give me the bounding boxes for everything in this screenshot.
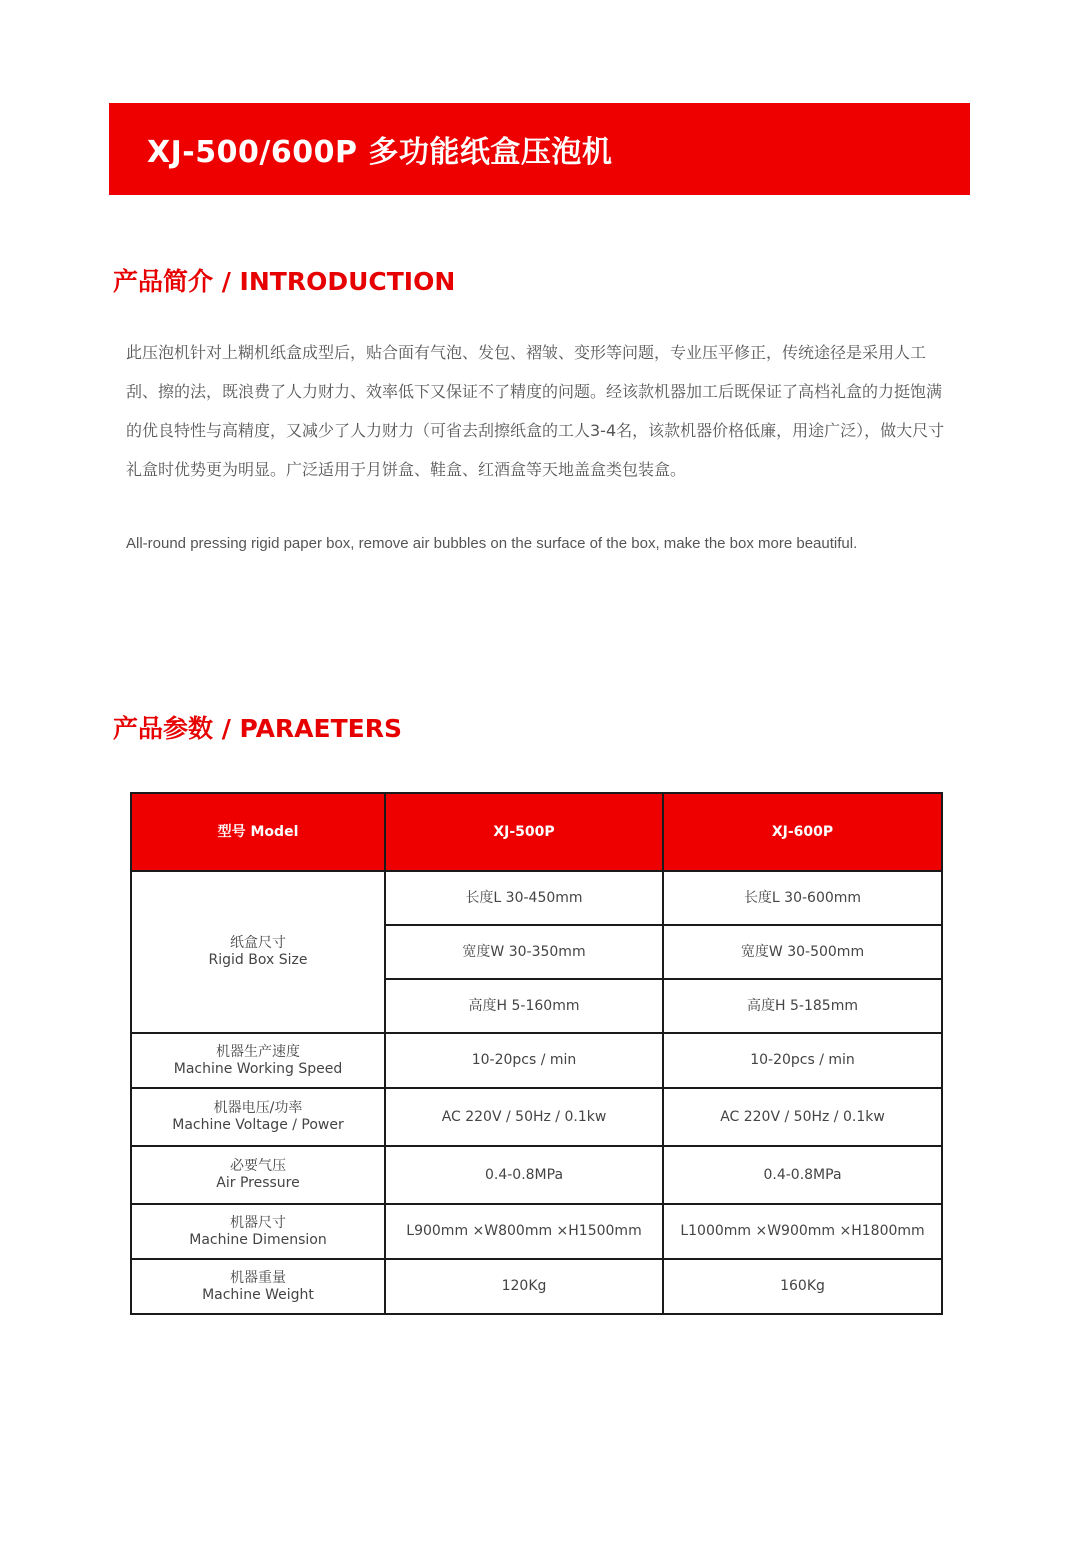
row-label-zh: 纸盒尺寸 [230, 935, 286, 951]
row-label-zh: 机器电压/功率 [213, 1100, 303, 1116]
row-label-voltage-power [131, 1088, 385, 1146]
table-cell: 0.4-0.8MPa [385, 1146, 663, 1204]
table-cell: 长度L 30-450mm [385, 871, 663, 925]
table-cell: 10-20pcs / min [385, 1033, 663, 1088]
row-label-zh: 机器生产速度 [216, 1043, 300, 1060]
parameters-table [130, 792, 943, 1315]
introduction-text-zh: 此压泡机针对上糊机纸盒成型后，贴合面有气泡、发包、褶皱、变形等问题，专业压平修正，传统途径是采用人工刮、擦的法，既浪费了人力财力、效率低下又保证不了精度的问题。经该款机器加工后既保证了高档礼盒的力挺饱满的优良特性与高精度，又减少了人力财力（可省去刮擦纸盒的工人3-4名，该款机器价格低廉，用途广泛），做大尺寸礼盒时优势更为明显。广泛适用于月饼盒、鞋盒、红酒盒等天地盖盒类包装盒。 [126, 343, 945, 479]
table-cell: 高度H 5-185mm [663, 979, 942, 1033]
row-label-air-pressure [131, 1146, 385, 1204]
table-cell: 宽度W 30-350mm [385, 925, 663, 979]
row-label-machine-dimension [131, 1204, 385, 1259]
row-label-zh: 机器重量 [230, 1269, 286, 1286]
table-cell: 宽度W 30-500mm [663, 925, 942, 979]
introduction-heading: 产品简介 / INTRODUCTION [113, 267, 456, 296]
column-header-model: 型号 Model [131, 793, 385, 871]
row-label-en: Machine Voltage / Power [172, 1117, 344, 1133]
table-cell: L1000mm ×W900mm ×H1800mm [663, 1204, 942, 1259]
table-row [131, 1088, 942, 1146]
row-label-en: Machine Weight [202, 1286, 314, 1303]
table-cell: 10-20pcs / min [663, 1033, 942, 1088]
table-cell: AC 220V / 50Hz / 0.1kw [385, 1088, 663, 1146]
table-cell: 高度H 5-160mm [385, 979, 663, 1033]
page-title: XJ-500/600P 多功能纸盒压泡机 [147, 135, 613, 170]
row-label-en: Machine Dimension [189, 1231, 327, 1248]
row-label-box-size [131, 871, 385, 1033]
row-label-en: Machine Working Speed [173, 1060, 343, 1077]
row-label-working-speed [131, 1033, 385, 1088]
table-cell: L900mm ×W800mm ×H1500mm [385, 1204, 663, 1259]
row-label-machine-weight [131, 1259, 385, 1314]
title-banner [109, 103, 970, 195]
column-header-xj500p: XJ-500P [385, 793, 663, 871]
table-row [131, 1259, 942, 1314]
column-header-xj600p: XJ-600P [663, 793, 942, 871]
introduction-text-en: All-round pressing rigid paper box, remove air bubbles on the surface of the box, make the box more beautiful. [126, 535, 858, 552]
table-cell: AC 220V / 50Hz / 0.1kw [663, 1088, 942, 1146]
table-cell: 120Kg [385, 1259, 663, 1314]
table-cell: 0.4-0.8MPa [663, 1146, 942, 1204]
row-label-zh: 必要气压 [230, 1158, 286, 1174]
table-cell: 160Kg [663, 1259, 942, 1314]
table-row [131, 1033, 942, 1088]
row-label-en: Air Pressure [216, 1175, 300, 1191]
table-row [131, 1204, 942, 1259]
table-row [131, 1146, 942, 1204]
row-label-zh: 机器尺寸 [230, 1214, 286, 1231]
parameters-heading: 产品参数 / PARAETERS [113, 714, 402, 743]
table-header-row [131, 793, 942, 871]
table-cell: 长度L 30-600mm [663, 871, 942, 925]
table-row [131, 871, 942, 925]
row-label-en: Rigid Box Size [208, 952, 308, 968]
